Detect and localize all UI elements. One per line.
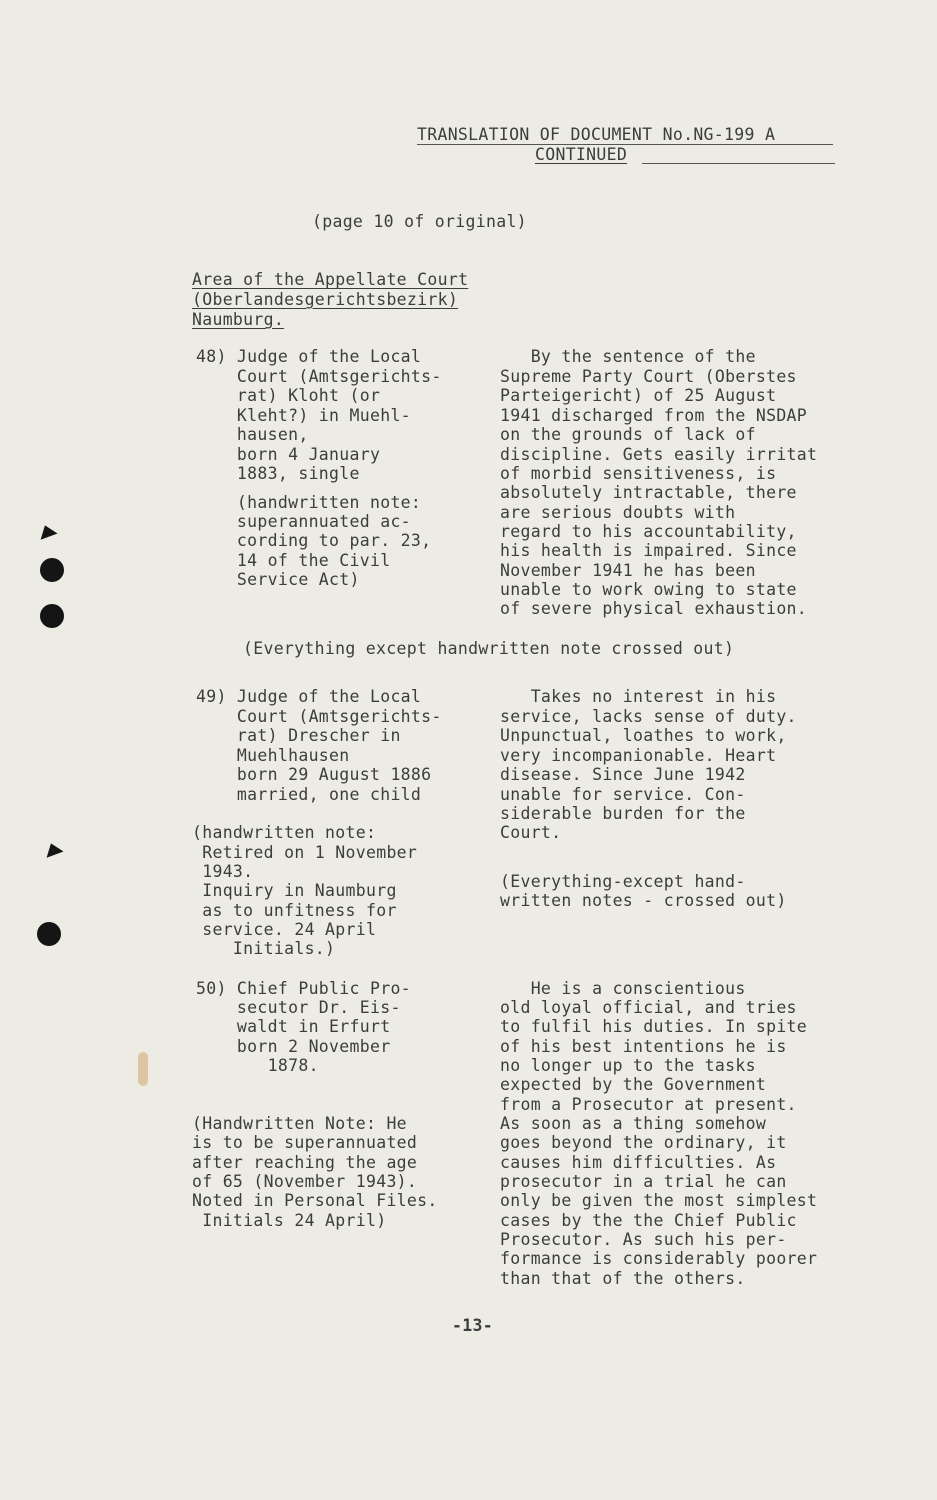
entry-line: Takes no interest in his bbox=[500, 687, 777, 706]
entry-line: 1883, single bbox=[196, 464, 360, 483]
entry-line: are serious doubts with bbox=[500, 503, 736, 522]
entry-line: than that of the others. bbox=[500, 1269, 746, 1288]
entry-line: to fulfil his duties. In spite bbox=[500, 1017, 808, 1036]
entry-line: 1878. bbox=[196, 1056, 319, 1075]
entry-line: regard to his accountability, bbox=[500, 522, 797, 541]
entry-line: rat) Drescher in bbox=[196, 726, 401, 745]
entry-line: 49) Judge of the Local bbox=[196, 687, 422, 706]
note-line: 1943. bbox=[192, 862, 254, 881]
document-title: TRANSLATION OF DOCUMENT No.NG-199 A bbox=[417, 125, 776, 144]
entry-line: his health is impaired. Since bbox=[500, 541, 797, 560]
entry-line: waldt in Erfurt bbox=[196, 1017, 391, 1036]
note-line: Service Act) bbox=[196, 570, 360, 589]
note-line: Noted in Personal Files. bbox=[192, 1191, 438, 1210]
entry-line: married, one child bbox=[196, 785, 422, 804]
note-line: superannuated ac- bbox=[196, 512, 411, 531]
entry-48-crossed-note: (Everything except handwritten note crossed out) bbox=[243, 639, 735, 658]
note-line: (handwritten note: bbox=[196, 493, 422, 512]
entry-line: unable for service. Con- bbox=[500, 785, 746, 804]
entry-line: Kleht?) in Muehl- bbox=[196, 406, 411, 425]
area-heading-city: Naumburg. bbox=[192, 310, 285, 329]
note-line: written notes - crossed out) bbox=[500, 891, 787, 910]
entry-line: expected by the Government bbox=[500, 1075, 767, 1094]
area-heading-german: (Oberlandesgerichtsbezirk) bbox=[192, 290, 459, 309]
note-line: Retired on 1 November bbox=[192, 843, 418, 862]
note-line: of 65 (November 1943). bbox=[192, 1172, 418, 1191]
entry-line: service, lacks sense of duty. bbox=[500, 707, 797, 726]
binder-clip-icon bbox=[42, 840, 63, 857]
entry-line: of morbid sensitiveness, is bbox=[500, 464, 777, 483]
entry-line: By the sentence of the bbox=[500, 347, 756, 366]
entry-line: goes beyond the ordinary, it bbox=[500, 1133, 787, 1152]
entry-line: November 1941 he has been bbox=[500, 561, 756, 580]
title-underline bbox=[417, 144, 833, 145]
entry-line: secutor Dr. Eis- bbox=[196, 998, 401, 1017]
entry-line: Court (Amtsgerichts- bbox=[196, 367, 442, 386]
entry-line: only be given the most simplest bbox=[500, 1191, 818, 1210]
note-line: 14 of the Civil bbox=[196, 551, 391, 570]
note-line: Initials.) bbox=[192, 939, 336, 958]
entry-line: no longer up to the tasks bbox=[500, 1056, 756, 1075]
area-heading: Area of the Appellate Court bbox=[192, 270, 469, 289]
entry-line: Court (Amtsgerichts- bbox=[196, 707, 442, 726]
entry-line: 48) Judge of the Local bbox=[196, 347, 422, 366]
entry-line: disease. Since June 1942 bbox=[500, 765, 746, 784]
entry-line: born 2 November bbox=[196, 1037, 391, 1056]
entry-line: of severe physical exhaustion. bbox=[500, 599, 808, 618]
entry-line: causes him difficulties. As bbox=[500, 1153, 777, 1172]
entry-line: Prosecutor. As such his per- bbox=[500, 1230, 787, 1249]
punch-hole-icon bbox=[40, 604, 64, 628]
entry-line: Parteigericht) of 25 August bbox=[500, 386, 777, 405]
entry-line: prosecutor in a trial he can bbox=[500, 1172, 787, 1191]
entry-line: absolutely intractable, there bbox=[500, 483, 797, 502]
note-line: (Everything-except hand- bbox=[500, 872, 746, 891]
entry-line: of his best intentions he is bbox=[500, 1037, 787, 1056]
page-number: -13- bbox=[452, 1316, 493, 1335]
note-line: cording to par. 23, bbox=[196, 531, 432, 550]
page-note: (page 10 of original) bbox=[312, 212, 527, 231]
note-line: after reaching the age bbox=[192, 1153, 418, 1172]
note-line: (Handwritten Note: He bbox=[192, 1114, 407, 1133]
entry-line: hausen, bbox=[196, 425, 309, 444]
entry-line: He is a conscientious bbox=[500, 979, 746, 998]
note-line: is to be superannuated bbox=[192, 1133, 418, 1152]
punch-hole-icon bbox=[40, 558, 64, 582]
note-line: as to unfitness for bbox=[192, 901, 397, 920]
entry-line: born 4 January bbox=[196, 445, 381, 464]
punch-hole-icon bbox=[37, 922, 61, 946]
entry-line: born 29 August 1886 bbox=[196, 765, 432, 784]
entry-line: old loyal official, and tries bbox=[500, 998, 797, 1017]
subtitle-rule bbox=[642, 163, 835, 164]
entry-line: unable to work owing to state bbox=[500, 580, 797, 599]
entry-line: cases by the the Chief Public bbox=[500, 1211, 797, 1230]
document-subtitle: CONTINUED bbox=[535, 145, 628, 164]
note-line: Initials 24 April) bbox=[192, 1211, 387, 1230]
note-line: Inquiry in Naumburg bbox=[192, 881, 397, 900]
entry-line: Supreme Party Court (Oberstes bbox=[500, 367, 797, 386]
entry-line: Court. bbox=[500, 823, 562, 842]
entry-line: 1941 discharged from the NSDAP bbox=[500, 406, 808, 425]
entry-line: siderable burden for the bbox=[500, 804, 746, 823]
entry-line: 50) Chief Public Pro- bbox=[196, 979, 411, 998]
entry-line: formance is considerably poorer bbox=[500, 1249, 818, 1268]
entry-line: on the grounds of lack of bbox=[500, 425, 756, 444]
note-line: service. 24 April bbox=[192, 920, 377, 939]
entry-line: from a Prosecutor at present. bbox=[500, 1095, 797, 1114]
entry-line: rat) Kloht (or bbox=[196, 386, 381, 405]
entry-line: discipline. Gets easily irritat bbox=[500, 445, 818, 464]
entry-line: As soon as a thing somehow bbox=[500, 1114, 767, 1133]
note-line: (handwritten note: bbox=[192, 823, 377, 842]
entry-line: Unpunctual, loathes to work, bbox=[500, 726, 787, 745]
entry-line: very incompanionable. Heart bbox=[500, 746, 777, 765]
binder-clip-icon bbox=[36, 522, 57, 539]
entry-line: Muehlhausen bbox=[196, 746, 350, 765]
stain-mark-icon bbox=[138, 1052, 148, 1086]
